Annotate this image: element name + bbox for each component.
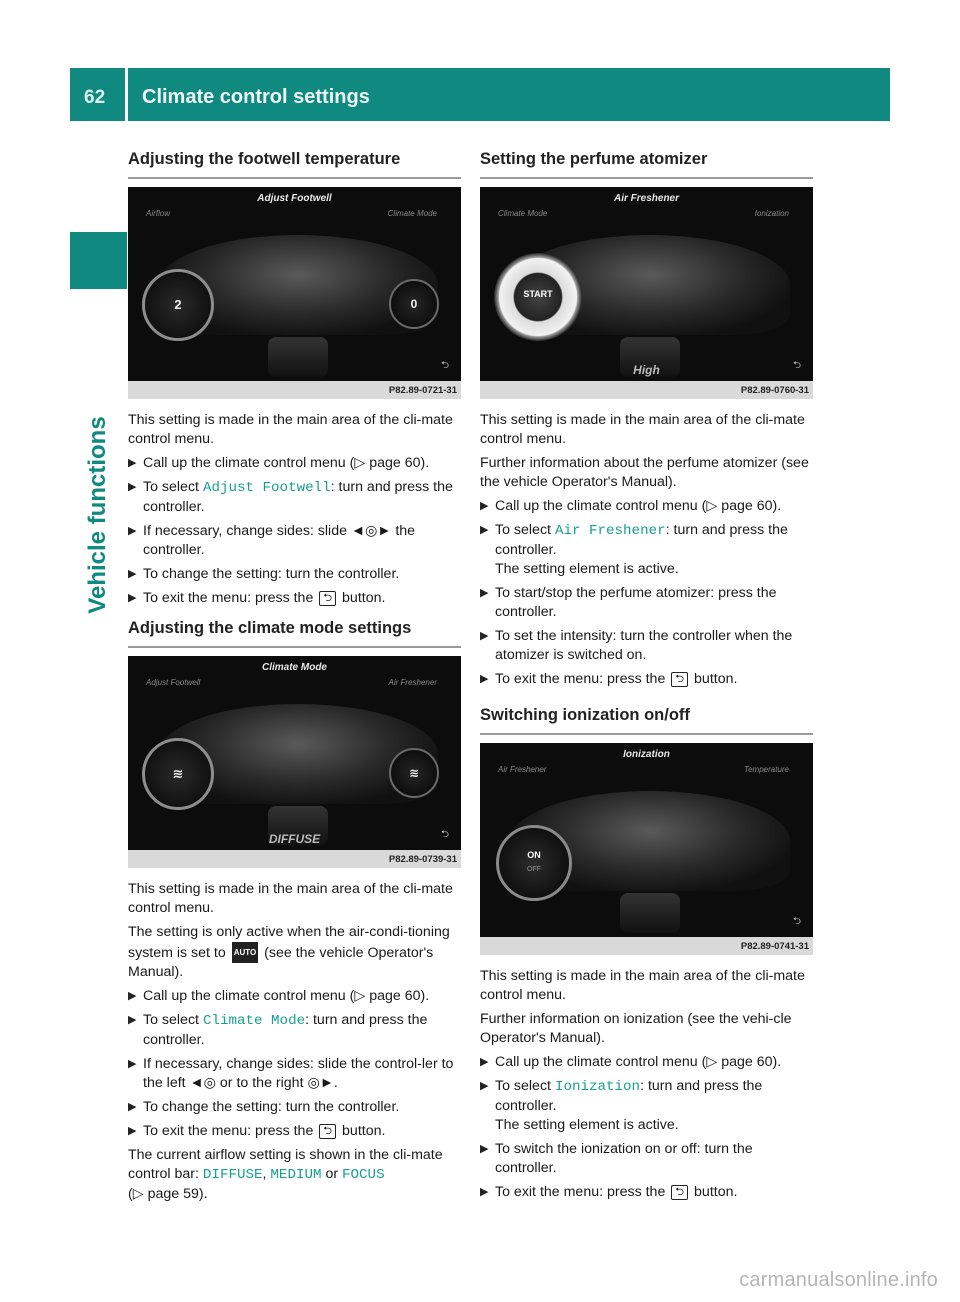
side-tab-marker [70, 232, 127, 289]
page-ref-link[interactable]: page 60). [721, 498, 782, 514]
step: ▶ To select Ionization: turn and press the controller. The setting element is active. [480, 1078, 763, 1133]
page-ref-link[interactable]: page 60). [369, 988, 430, 1004]
airflow-dial-left: ≋ [142, 738, 214, 810]
seat-graphic [268, 337, 328, 377]
section-heading-footwell: Adjusting the footwell temperature [128, 150, 461, 179]
step: ▶ Call up the climate control menu (▷ page 60). [480, 498, 782, 514]
step-arrow-icon: ▶ [480, 630, 489, 642]
figure-screen-left: Climate Mode [498, 209, 548, 218]
controller-slide-icon: ◄◎► [350, 523, 392, 539]
step-list [480, 497, 813, 689]
figure-bottom-label: DIFFUSE [268, 832, 321, 846]
back-icon: ⮌ [440, 360, 449, 371]
figure-screen-left: Air Freshener [498, 765, 547, 774]
figure-bottom-label: High [633, 363, 660, 377]
step-arrow-icon: ▶ [480, 1080, 489, 1092]
perfume-figure [480, 187, 813, 399]
step: ▶ Call up the climate control menu (▷ page 60). [128, 455, 430, 471]
step-arrow-icon: ▶ [480, 524, 489, 536]
paragraph: This setting is made in the main area of the cli-mate control menu. [128, 881, 453, 916]
page-ref-link[interactable]: (▷ page 59). [128, 1186, 208, 1202]
dial-off-label: OFF [527, 866, 541, 873]
step: ▶ To switch the ionization on or off: turn the controller. [480, 1141, 753, 1176]
controller-right-icon: ◎► [307, 1075, 334, 1091]
section-heading-ionization: Switching ionization on/off [480, 706, 813, 735]
figure-code: P82.89-0741-31 [740, 941, 809, 952]
step: ▶ To exit the menu: press the ⮌ button. [480, 1184, 738, 1200]
figure-code: P82.89-0721-31 [388, 385, 457, 396]
step: ▶ If necessary, change sides: slide the control-ler to the left ◄◎ or to the right ◎►. [128, 1056, 454, 1091]
step: ▶ Call up the climate control menu (▷ page 60). [480, 1054, 782, 1070]
paragraph: This setting is made in the main area of the cli-mate control menu. [480, 412, 805, 447]
start-dial-label: START [523, 289, 553, 299]
ionization-figure [480, 743, 813, 955]
controller-left-icon: ◄◎ [189, 1075, 216, 1091]
step-arrow-icon: ▶ [480, 1186, 489, 1198]
figure-code: P82.89-0739-31 [388, 854, 457, 865]
step-arrow-icon: ▶ [128, 592, 137, 604]
step-arrow-icon: ▶ [128, 1014, 137, 1026]
step: ▶ If necessary, change sides: slide ◄◎► the controller. [128, 523, 416, 558]
climate-mode-figure [128, 656, 461, 868]
back-button-icon: ⮌ [319, 591, 336, 606]
right-column [480, 150, 813, 1207]
step-arrow-icon: ▶ [480, 1143, 489, 1155]
figure-code: P82.89-0760-31 [740, 385, 809, 396]
page-ref-link[interactable]: page 60). [721, 1054, 782, 1070]
side-tab-label: Vehicle functions [84, 416, 111, 614]
page-number: 62 [84, 87, 106, 108]
step: ▶ To select Air Freshener: turn and press the controller. The setting element is active. [480, 522, 788, 577]
ionization-dial [496, 825, 572, 901]
step-arrow-icon: ▶ [128, 990, 137, 1002]
step: ▶ To change the setting: turn the controller. [128, 1099, 400, 1115]
page-header [70, 68, 890, 121]
step: ▶ To exit the menu: press the ⮌ button. [128, 1123, 386, 1139]
step: ▶ Call up the climate control menu (▷ page 60). [128, 988, 430, 1004]
step-arrow-icon: ▶ [128, 1101, 137, 1113]
back-icon: ⮌ [792, 916, 801, 927]
paragraph: This setting is made in the main area of the cli-mate control menu. [128, 412, 453, 447]
step-arrow-icon: ▶ [128, 568, 137, 580]
start-dial [494, 253, 582, 341]
figure-screen-title: Ionization [623, 749, 670, 760]
step: ▶ To exit the menu: press the ⮌ button. [480, 671, 738, 687]
step-arrow-icon: ▶ [480, 673, 489, 685]
footwell-figure [128, 187, 461, 399]
menu-item-code: FOCUS [342, 1167, 385, 1183]
step-list [128, 454, 461, 608]
menu-item-code: MEDIUM [270, 1167, 322, 1183]
chapter-title: Climate control settings [142, 86, 370, 108]
step-arrow-icon: ▶ [480, 500, 489, 512]
menu-item-code: Ionization [554, 1079, 641, 1095]
left-temp-dial: 2 [142, 269, 214, 341]
step-arrow-icon: ▶ [480, 1056, 489, 1068]
step-list [480, 1053, 813, 1202]
section-heading-climate-mode: Adjusting the climate mode settings [128, 619, 461, 648]
figure-screen-left: Adjust Footwell [146, 678, 201, 687]
paragraph: Further information on ionization (see the vehi-cle Operator's Manual). [480, 1011, 792, 1046]
step-arrow-icon: ▶ [128, 525, 137, 537]
paragraph: This setting is made in the main area of the cli-mate control menu. [480, 968, 805, 1003]
figure-screen-right: Air Freshener [388, 678, 437, 687]
figure-screen-title: Climate Mode [261, 662, 327, 673]
auto-icon: AUTO [232, 942, 259, 963]
step: ▶ To exit the menu: press the ⮌ button. [128, 590, 386, 606]
back-icon: ⮌ [440, 829, 449, 840]
step: ▶ To set the intensity: turn the controller when the atomizer is switched on. [480, 628, 793, 663]
step: ▶ To select Climate Mode: turn and press the controller. [128, 1012, 428, 1048]
step-arrow-icon: ▶ [480, 587, 489, 599]
menu-item-code: DIFFUSE [202, 1167, 263, 1183]
paragraph: The setting is only active when the air-condi-tioning system is set to AUTO (see the vehicle Operator's Manual). [128, 924, 450, 980]
right-temp-dial: 0 [389, 279, 439, 329]
paragraph: The current airflow setting is shown in the cli-mate control bar: DIFFUSE, MEDIUM or FOCUS (▷ page 59). [128, 1147, 443, 1202]
figure-screen-right: Temperature [743, 765, 789, 774]
step-list [128, 987, 461, 1141]
step-arrow-icon: ▶ [128, 1058, 137, 1070]
airflow-dial-right: ≋ [389, 748, 439, 798]
back-button-icon: ⮌ [671, 1185, 688, 1200]
seat-graphic [620, 893, 680, 933]
paragraph: Further information about the perfume atomizer (see the vehicle Operator's Manual). [480, 455, 809, 490]
menu-item-code: Climate Mode [202, 1013, 306, 1029]
header-divider [125, 68, 128, 121]
figure-screen-title: Adjust Footwell [257, 193, 332, 204]
figure-screen-right: Ionization [754, 209, 789, 218]
page-ref-link[interactable]: page 60). [369, 455, 430, 471]
back-button-icon: ⮌ [319, 1124, 336, 1139]
step: ▶ To select Adjust Footwell: turn and press the controller. [128, 479, 453, 515]
step: ▶ To start/stop the perfume atomizer: press the controller. [480, 585, 777, 620]
back-icon: ⮌ [792, 360, 801, 371]
step-arrow-icon: ▶ [128, 1125, 137, 1137]
left-column [128, 150, 461, 1209]
dial-on-label: ON [527, 850, 541, 860]
menu-item-code: Adjust Footwell [202, 480, 331, 496]
back-button-icon: ⮌ [671, 672, 688, 687]
watermark: carmanualsonline.info [739, 1269, 938, 1291]
figure-screen-right: Climate Mode [387, 209, 437, 218]
figure-screen-title: Air Freshener [613, 193, 680, 204]
figure-screen-left: Airflow [146, 209, 171, 218]
step: ▶ To change the setting: turn the controller. [128, 566, 400, 582]
step-arrow-icon: ▶ [128, 481, 137, 493]
menu-item-code: Air Freshener [554, 523, 666, 539]
section-heading-perfume: Setting the perfume atomizer [480, 150, 813, 179]
step-arrow-icon: ▶ [128, 457, 137, 469]
